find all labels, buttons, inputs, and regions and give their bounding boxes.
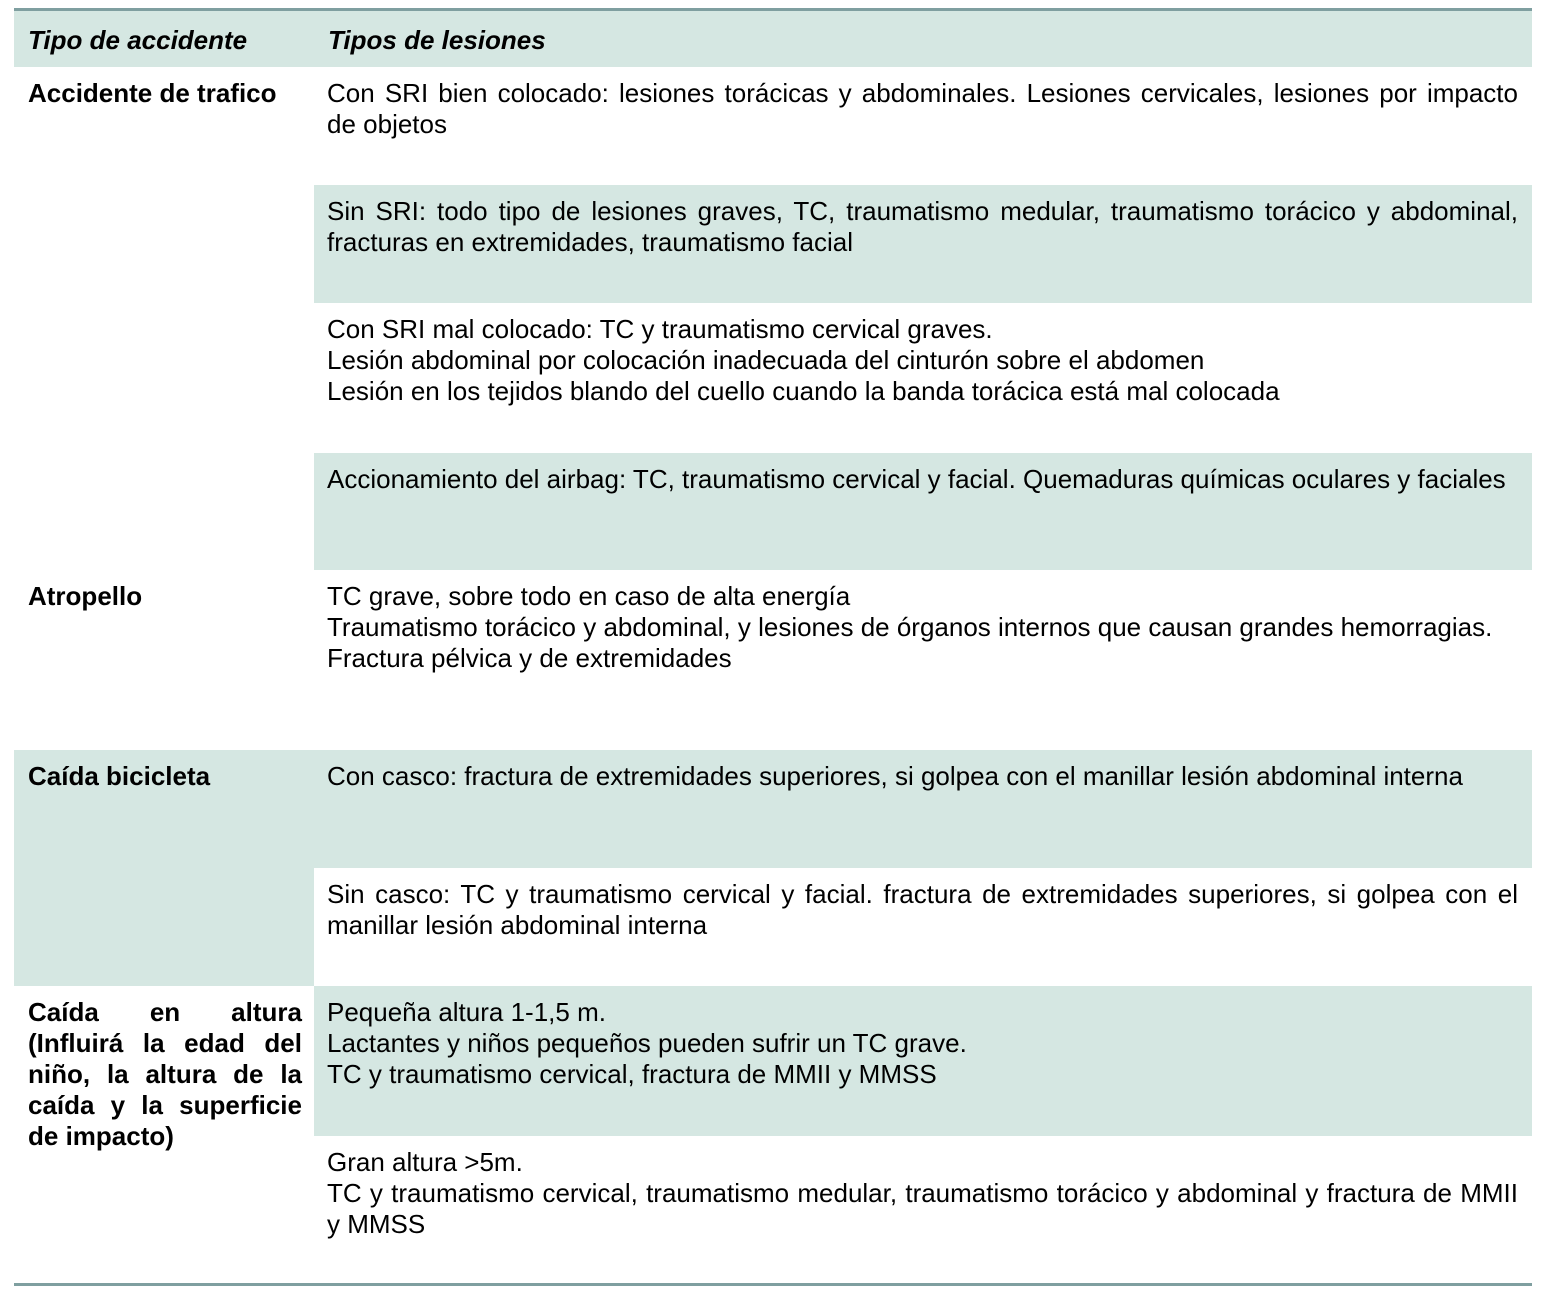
injury-line: Fractura pélvica y de extremidades bbox=[327, 643, 732, 673]
injury-line: Pequeña altura 1-1,5 m. bbox=[327, 997, 606, 1027]
injury-cell-traffic-no-sri: Sin SRI: todo tipo de lesiones graves, TC, traumatismo medular, traumatismo torácico y abdominal, fracturas en extremidades, traumatismo facial bbox=[314, 185, 1532, 303]
accident-type-height-fall: Caída en altura (Influirá la edad del niño, la altura de la caída y la superficie de impacto) bbox=[28, 997, 302, 1151]
injury-line: Lesión abdominal por colocación inadecuada del cinturón sobre el abdomen bbox=[327, 345, 1205, 375]
accident-type-traffic: Accidente de trafico bbox=[28, 78, 277, 108]
injury-cell-traffic-sri-correct: Con SRI bien colocado: lesiones torácicas y abdominales. Lesiones cervicales, lesiones por impacto de objetos bbox=[327, 78, 1518, 139]
injury-line: Lesión en los tejidos blando del cuello cuando la banda torácica está mal colocada bbox=[327, 376, 1280, 406]
injury-line: Lactantes y niños pequeños pueden sufrir un TC grave. bbox=[327, 1028, 967, 1058]
injury-cell-pedestrian bbox=[314, 570, 1532, 750]
injury-line: TC y traumatismo cervical, traumatismo medular, traumatismo torácico y abdominal y fractura de MMII y MMSS bbox=[327, 1178, 1518, 1239]
header-accident-type: Tipo de accidente bbox=[14, 11, 314, 67]
injury-cell-traffic-sri-incorrect bbox=[314, 303, 1532, 453]
injury-cell-traffic-airbag: Accionamiento del airbag: TC, traumatismo cervical y facial. Quemaduras químicas oculares y faciales bbox=[314, 453, 1532, 570]
injury-line: Gran altura >5m. bbox=[327, 1147, 523, 1177]
injury-line: Con SRI mal colocado: TC y traumatismo cervical graves. bbox=[327, 314, 993, 344]
injury-cell-bicycle-helmet: Con casco: fractura de extremidades superiores, si golpea con el manillar lesión abdominal interna bbox=[314, 750, 1532, 868]
accident-type-pedestrian: Atropello bbox=[28, 581, 143, 611]
injury-line: TC grave, sobre todo en caso de alta energía bbox=[327, 581, 851, 611]
injury-cell-height-small bbox=[314, 986, 1532, 1136]
injury-line: TC y traumatismo cervical, fractura de MMII y MMSS bbox=[327, 1059, 937, 1089]
injury-line: Traumatismo torácico y abdominal, y lesiones de órganos internos que causan grandes hemorragias. bbox=[327, 612, 1493, 642]
header-injury-types: Tipos de lesiones bbox=[314, 11, 1532, 67]
table-bottom-rule bbox=[14, 1283, 1532, 1286]
injury-cell-height-large bbox=[314, 1136, 1532, 1283]
injury-cell-bicycle-no-helmet: Sin casco: TC y traumatismo cervical y facial. fractura de extremidades superiores, si golpea con el manillar lesión abdominal interna bbox=[327, 879, 1518, 940]
accident-type-bicycle-fall: Caída bicicleta bbox=[14, 750, 314, 986]
